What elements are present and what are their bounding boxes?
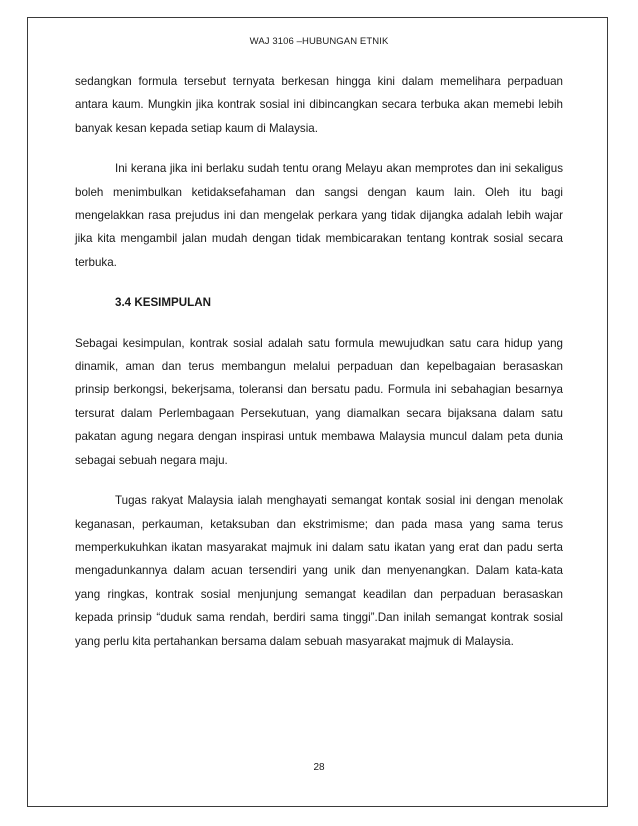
document-body: [75, 70, 563, 653]
running-header: WAJ 3106 –HUBUNGAN ETNIK: [249, 36, 389, 47]
paragraph-3: Sebagai kesimpulan, kontrak sosial adalah satu formula mewujudkan satu cara hidup yang dinamik, aman dan terus membangun melalui perpaduan dan kepelbagaian berasaskan prinsip berkongsi, bekerjsama, toleransi dan bersatu padu. Formula ini sebahagian besarnya tersurat dalam Perlembagaan Persekutuan, yang diamalkan secara bijaksana dalam satu pakatan agung negara dengan inspirasi untuk membawa Malaysia muncul dalam peta dunia sebagai sebuah negara maju.: [75, 336, 563, 467]
paragraph-gap: [75, 274, 563, 291]
paragraph-gap: [75, 315, 563, 332]
paragraph-gap: [75, 472, 563, 489]
paragraph-1: sedangkan formula tersebut ternyata berkesan hingga kini dalam memelihara perpaduan antara kaum. Mungkin jika kontrak sosial ini dibincangkan secara terbuka akan memebi lebih banyak kesan kepada setiap kaum di Malaysia.: [75, 75, 563, 135]
paragraph-2: Ini kerana jika ini berlaku sudah tentu orang Melayu akan memprotes dan ini sekaligus boleh menimbulkan ketidaksefahaman dan sangsi dengan kaum lain. Oleh itu bagi mengelakkan rasa prejudus ini dan mengelak perkara yang tidak dijangka adalah lebih wajar jika kita mengambil jalan mudah dengan tidak membicarakan tentang kontrak sosial secara terbuka.: [75, 162, 563, 269]
paragraph-gap: [75, 140, 563, 157]
section-heading: 3.4 KESIMPULAN: [115, 296, 211, 310]
paragraph-4: Tugas rakyat Malaysia ialah menghayati semangat kontak sosial ini dengan menolak keganasan, perkauman, ketaksuban dan ekstrimisme; dan pada masa yang sama terus memperkukuhkan ikatan masyarakat majmuk ini dalam satu ikatan yang erat dan padu serta mengadunkannya dalam acuan tersendiri yang unik dan menyenangkan. Dalam kata-kata yang ringkas, kontrak sosial menjunjung semangat keadilan dan perpaduan berasaskan kepada prinsip “duduk sama rendah, berdiri sama tinggi”.Dan inilah semangat kontrak sosial yang perlu kita pertahankan bersama dalam sebuah masyarakat majmuk di Malaysia.: [75, 494, 563, 648]
page-number: 28: [313, 762, 325, 773]
